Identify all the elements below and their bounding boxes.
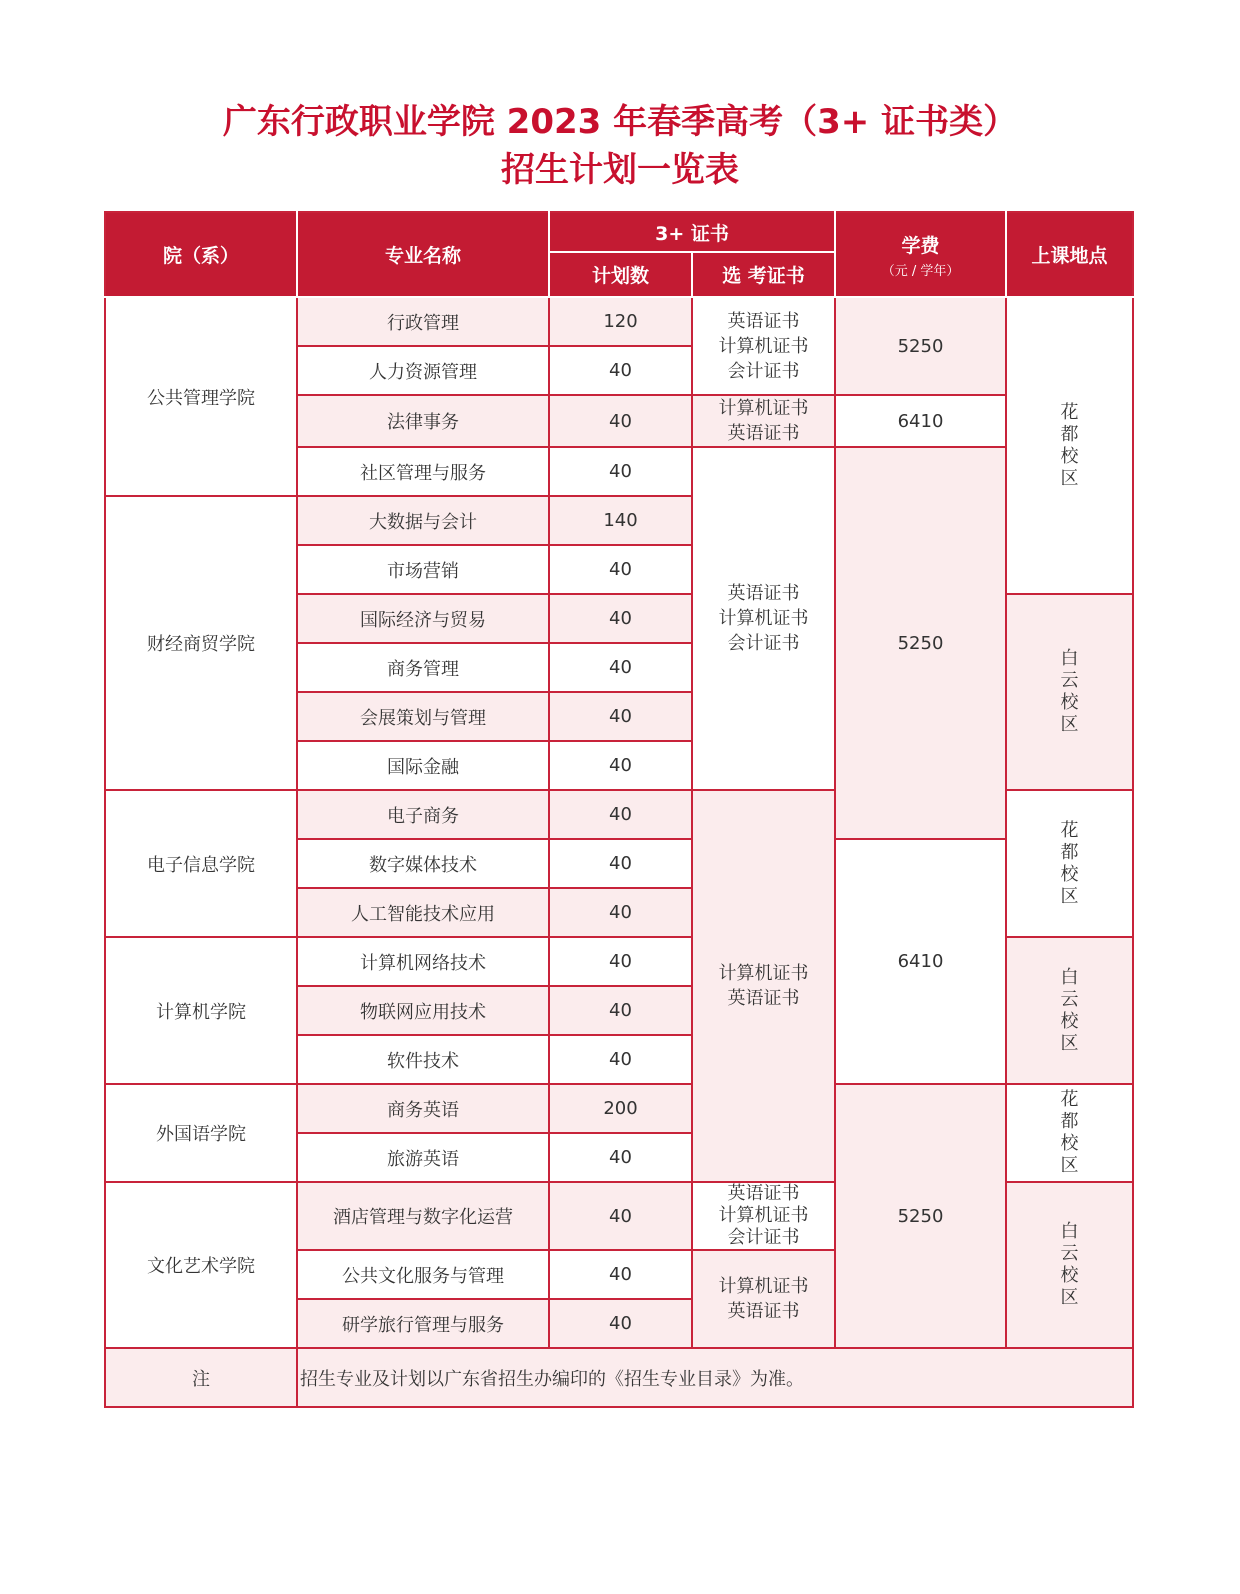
location-cell: 白云校区 [1006, 594, 1133, 790]
major-cell: 酒店管理与数字化运营 [297, 1182, 549, 1250]
plan-cell: 200 [549, 1084, 692, 1133]
major-cell: 计算机网络技术 [297, 937, 549, 986]
college-cell: 公共管理学院 [105, 297, 297, 496]
cert-item: 计算机证书 [718, 608, 809, 629]
cert-cell [692, 1250, 835, 1348]
plan-cell: 40 [549, 1299, 692, 1348]
plan-cell: 40 [549, 1250, 692, 1299]
college-cell: 文化艺术学院 [105, 1182, 297, 1348]
plan-cell: 40 [549, 888, 692, 937]
location-cell: 花都校区 [1006, 1084, 1133, 1182]
major-cell: 软件技术 [297, 1035, 549, 1084]
plan-cell: 40 [549, 1133, 692, 1182]
cert-item: 英语证书 [727, 1183, 800, 1204]
fee-cell: 5250 [835, 297, 1006, 395]
plan-cell: 40 [549, 594, 692, 643]
table-row [105, 1084, 1133, 1133]
cert-cell [692, 447, 835, 790]
plan-cell: 40 [549, 1035, 692, 1084]
major-cell: 商务管理 [297, 643, 549, 692]
plan-cell: 40 [549, 839, 692, 888]
major-cell: 行政管理 [297, 297, 549, 346]
major-cell: 人工智能技术应用 [297, 888, 549, 937]
cert-cell [692, 1182, 835, 1250]
note-row [105, 1348, 1133, 1407]
title-line-1: 广东行政职业学院 2023 年春季高考（3+ 证书类） [222, 102, 1018, 142]
major-cell: 国际金融 [297, 741, 549, 790]
major-cell: 研学旅行管理与服务 [297, 1299, 549, 1348]
college-cell: 外国语学院 [105, 1084, 297, 1182]
major-cell: 公共文化服务与管理 [297, 1250, 549, 1299]
major-cell: 国际经济与贸易 [297, 594, 549, 643]
plan-cell: 40 [549, 395, 692, 447]
cert-item: 会计证书 [727, 360, 800, 382]
header-plan: 计划数 [549, 252, 692, 297]
cert-item: 计算机证书 [718, 1205, 809, 1226]
header-major: 专业名称 [297, 212, 549, 297]
fee-cell: 6410 [835, 395, 1006, 447]
cert-item: 英语证书 [727, 988, 800, 1009]
table-row [105, 297, 1133, 346]
major-cell: 会展策划与管理 [297, 692, 549, 741]
plan-cell: 120 [549, 297, 692, 346]
college-cell: 电子信息学院 [105, 790, 297, 937]
plan-cell: 40 [549, 346, 692, 395]
header-fee [835, 212, 1006, 297]
major-cell: 物联网应用技术 [297, 986, 549, 1035]
plan-cell: 40 [549, 447, 692, 496]
cert-item: 会计证书 [727, 633, 800, 654]
cert-cell [692, 395, 835, 447]
fee-cell: 5250 [835, 1084, 1006, 1348]
plan-cell: 40 [549, 692, 692, 741]
plan-cell: 40 [549, 986, 692, 1035]
header-location: 上课地点 [1006, 212, 1133, 297]
cert-cell [692, 790, 835, 1182]
header-cert: 选 考证书 [692, 252, 835, 297]
note-label: 注 [105, 1348, 297, 1407]
cert-item: 计算机证书 [718, 398, 809, 419]
cert-item: 英语证书 [727, 583, 800, 604]
plan-cell: 40 [549, 545, 692, 594]
plan-cell: 40 [549, 643, 692, 692]
fee-cell: 5250 [835, 447, 1006, 839]
cert-item: 计算机证书 [718, 335, 809, 357]
plan-cell: 140 [549, 496, 692, 545]
major-cell: 社区管理与服务 [297, 447, 549, 496]
cert-item: 会计证书 [727, 1227, 800, 1248]
header-fee-unit: （元 / 学年） [881, 263, 960, 279]
plan-cell: 40 [549, 741, 692, 790]
plan-cell: 40 [549, 937, 692, 986]
location-cell: 白云校区 [1006, 937, 1133, 1084]
cert-item: 英语证书 [727, 310, 800, 332]
major-cell: 人力资源管理 [297, 346, 549, 395]
major-cell: 大数据与会计 [297, 496, 549, 545]
header-fee-label: 学费 [901, 234, 940, 257]
enrollment-plan-table [104, 211, 1134, 1408]
header-cert-group: 3+ 证书 [549, 212, 835, 252]
cert-item: 计算机证书 [718, 1276, 809, 1297]
cert-item: 英语证书 [727, 423, 800, 444]
plan-cell: 40 [549, 1182, 692, 1250]
plan-cell: 40 [549, 790, 692, 839]
note-text: 招生专业及计划以广东省招生办编印的《招生专业目录》为准。 [297, 1348, 1133, 1407]
cert-cell [692, 297, 835, 395]
page-title [0, 98, 1240, 194]
major-cell: 商务英语 [297, 1084, 549, 1133]
header-row-1 [105, 212, 1133, 252]
major-cell: 法律事务 [297, 395, 549, 447]
fee-cell: 6410 [835, 839, 1006, 1084]
title-line-2: 招生计划一览表 [501, 150, 739, 190]
header-college: 院（系） [105, 212, 297, 297]
major-cell: 电子商务 [297, 790, 549, 839]
college-cell: 计算机学院 [105, 937, 297, 1084]
major-cell: 市场营销 [297, 545, 549, 594]
major-cell: 数字媒体技术 [297, 839, 549, 888]
major-cell: 旅游英语 [297, 1133, 549, 1182]
location-cell: 花都校区 [1006, 297, 1133, 594]
college-cell: 财经商贸学院 [105, 496, 297, 790]
cert-item: 英语证书 [727, 1301, 800, 1322]
location-cell: 花都校区 [1006, 790, 1133, 937]
location-cell: 白云校区 [1006, 1182, 1133, 1348]
cert-item: 计算机证书 [718, 963, 809, 984]
